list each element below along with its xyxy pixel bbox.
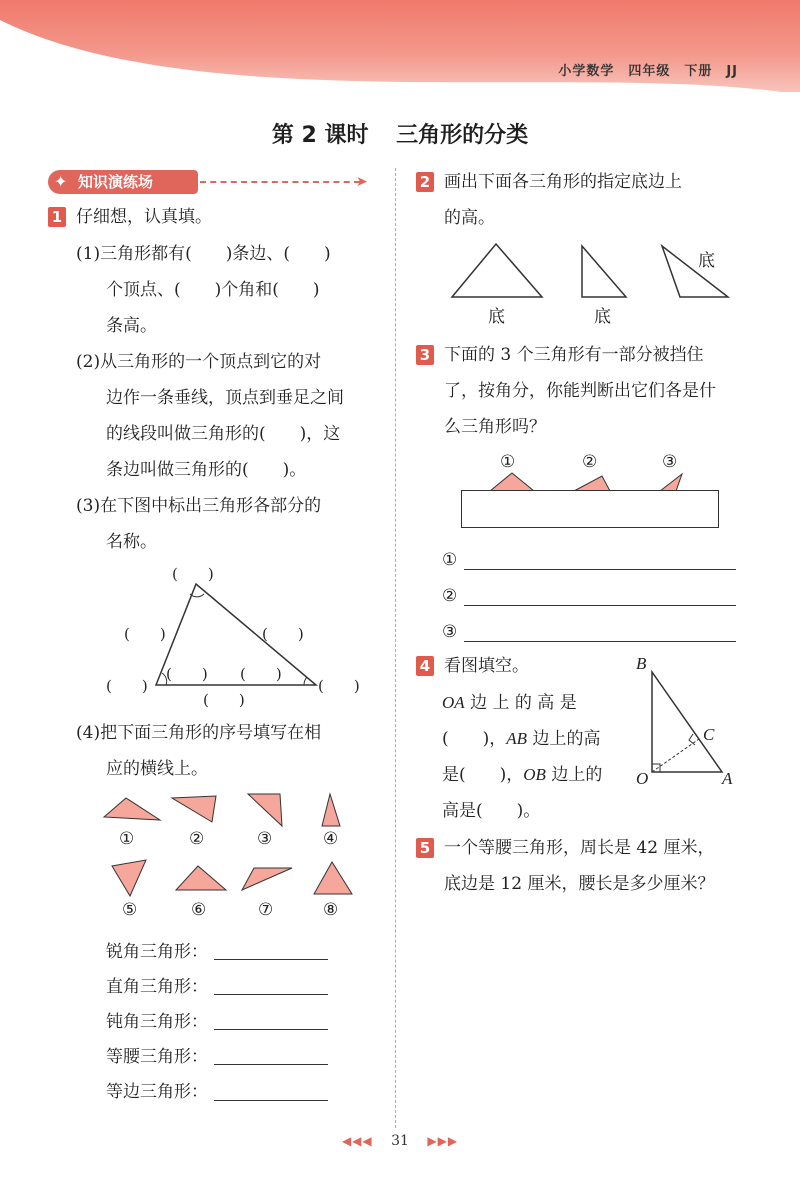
shape-4	[322, 794, 340, 826]
q3-answer-line-2[interactable]	[464, 605, 736, 606]
q1-part4-line2: 应的横线上。	[106, 759, 208, 779]
q1-part2-line1: (2)从三角形的一个顶点到它的对	[76, 352, 322, 372]
q4-line4-text: 边上的	[545, 765, 603, 785]
label-left-angle[interactable]: ( )	[166, 665, 208, 683]
shape-2	[172, 796, 216, 822]
question-5-number: 5	[416, 838, 434, 858]
q3-label-3: ③	[662, 452, 678, 472]
page-title	[0, 118, 800, 149]
lesson-topic: 三角形的分类	[396, 123, 529, 148]
q4-line4-blank: 是( )，	[442, 765, 524, 785]
q4-line5: 高是( )。	[442, 801, 541, 821]
header-curve	[0, 0, 800, 110]
q5-line1: 一个等腰三角形，周长是 42 厘米，	[444, 838, 715, 858]
q2-triangles-figure	[446, 238, 736, 306]
lesson-number: 第 2 课时	[271, 123, 369, 148]
q1-part2-line3: 的线段叫做三角形的( )，这	[106, 424, 341, 444]
category-acute: 锐角三角形：	[106, 942, 208, 962]
q3-answer-label-1: ①	[442, 550, 458, 570]
q2-line1: 画出下面各三角形的指定底边上	[444, 172, 682, 192]
q1-part2-line4: 条边叫做三角形的( )。	[106, 460, 307, 480]
q4-line3-text: 边上的高	[527, 729, 601, 749]
q4-seg-ab: AB	[506, 729, 528, 748]
book-series: 小学数学 四年级 下册 JJ	[558, 64, 738, 79]
q1-part4-line1: (4)把下面三角形的序号填写在相	[76, 723, 322, 743]
label-right-angle[interactable]: ( )	[240, 665, 282, 683]
q3-answer-line-3[interactable]	[464, 641, 736, 642]
q4-line2-text: 边 上 的 高 是	[464, 693, 577, 713]
q4-seg-ob: OB	[523, 765, 546, 784]
point-c: C	[703, 725, 715, 744]
q2-line2: 的高。	[444, 208, 495, 228]
shape-label-2: ②	[189, 829, 205, 849]
q3-line1: 下面的 3 个三角形有一部分被挡住	[444, 345, 704, 365]
arrow-icon: ➤	[356, 174, 368, 190]
category-obtuse: 钝角三角形：	[106, 1012, 208, 1032]
q2-base-label-1: 底	[488, 307, 505, 327]
shape-1	[104, 798, 160, 820]
category-isosceles: 等腰三角形：	[106, 1047, 208, 1067]
label-top-vertex[interactable]: ( )	[172, 565, 214, 583]
q4-line3	[442, 729, 600, 749]
covering-box	[461, 490, 719, 528]
column-divider	[395, 168, 396, 1128]
q3-answer-line-1[interactable]	[464, 569, 736, 570]
answer-line-isosceles[interactable]	[214, 1064, 328, 1065]
q1-part1-line3: 条高。	[106, 316, 157, 336]
q2-base-label-3: 底	[698, 251, 715, 271]
prev-arrows-icon: ◀◀◀	[341, 1134, 373, 1148]
shape-label-6: ⑥	[191, 900, 207, 920]
shape-label-1: ①	[119, 829, 135, 849]
point-o: O	[636, 769, 649, 788]
q1-part3-line1: (3)在下图中标出三角形各部分的	[76, 496, 322, 516]
next-arrows-icon: ▶▶▶	[427, 1134, 459, 1148]
shape-8	[314, 862, 352, 894]
q4-right-triangle-figure	[640, 660, 740, 780]
question-2-number: 2	[416, 172, 434, 192]
q5-line2: 底边是 12 厘米，腰长是多少厘米？	[444, 874, 715, 894]
question-3-number: 3	[416, 345, 434, 365]
shape-label-7: ⑦	[258, 900, 274, 920]
answer-line-right[interactable]	[214, 994, 328, 995]
shape-7	[242, 868, 292, 890]
q2-triangle-3	[662, 246, 728, 297]
shape-6	[176, 866, 226, 890]
question-1-number: 1	[48, 207, 66, 227]
question-4-number: 4	[416, 656, 434, 676]
q4-line1: 看图填空。	[444, 656, 529, 676]
answer-line-acute[interactable]	[214, 959, 328, 960]
shape-label-4: ④	[323, 829, 339, 849]
section-badge	[48, 170, 198, 194]
shape-label-8: ⑧	[323, 900, 339, 920]
q3-tip-3	[660, 474, 682, 491]
q4-line4	[442, 765, 602, 785]
q2-triangle-1	[452, 244, 542, 297]
q3-label-1: ①	[500, 452, 516, 472]
label-base-side[interactable]: ( )	[203, 691, 245, 709]
q4-line2	[442, 693, 577, 713]
page-footer	[0, 1133, 800, 1149]
q1-part3-line2: 名称。	[106, 532, 157, 552]
label-right-side[interactable]: ( )	[262, 625, 304, 643]
category-right: 直角三角形：	[106, 977, 208, 997]
shape-label-3: ③	[257, 829, 273, 849]
point-a: A	[722, 769, 733, 788]
q4-line3-blank: ( )，	[442, 729, 507, 749]
category-equilateral: 等边三角形：	[106, 1082, 208, 1102]
q3-tip-1	[490, 473, 534, 491]
q3-answer-label-2: ②	[442, 586, 458, 606]
question-1-stem: 仔细想，认真填。	[76, 207, 212, 227]
label-left-vertex[interactable]: ( )	[106, 677, 148, 695]
q1-part1-line1: (1)三角形都有( )条边、( )	[76, 244, 331, 264]
q4-seg-oa: OA	[442, 693, 465, 712]
point-b: B	[636, 654, 647, 673]
star-icon: ✦	[54, 172, 68, 191]
answer-line-equilateral[interactable]	[214, 1100, 328, 1101]
q1-part2-line2: 边作一条垂线，顶点到垂足之间	[106, 388, 344, 408]
shape-5	[112, 860, 146, 896]
q3-line2: 了，按角分，你能判断出它们各是什	[444, 381, 716, 401]
answer-line-obtuse[interactable]	[214, 1029, 328, 1030]
q3-label-2: ②	[582, 452, 598, 472]
section-label: 知识演练场	[78, 173, 154, 191]
q2-triangle-2	[582, 246, 626, 297]
label-left-side[interactable]: ( )	[124, 625, 166, 643]
label-right-vertex[interactable]: ( )	[318, 677, 360, 695]
q2-base-label-2: 底	[594, 307, 611, 327]
page-number: 31	[391, 1133, 409, 1149]
shape-3	[248, 794, 282, 826]
q3-answer-label-3: ③	[442, 622, 458, 642]
shape-label-5: ⑤	[122, 900, 138, 920]
q1-part1-line2: 个顶点、( )个角和( )	[106, 280, 320, 300]
q3-tip-2	[574, 476, 610, 491]
q3-line3: 么三角形吗？	[444, 417, 546, 437]
section-divider	[200, 181, 360, 183]
